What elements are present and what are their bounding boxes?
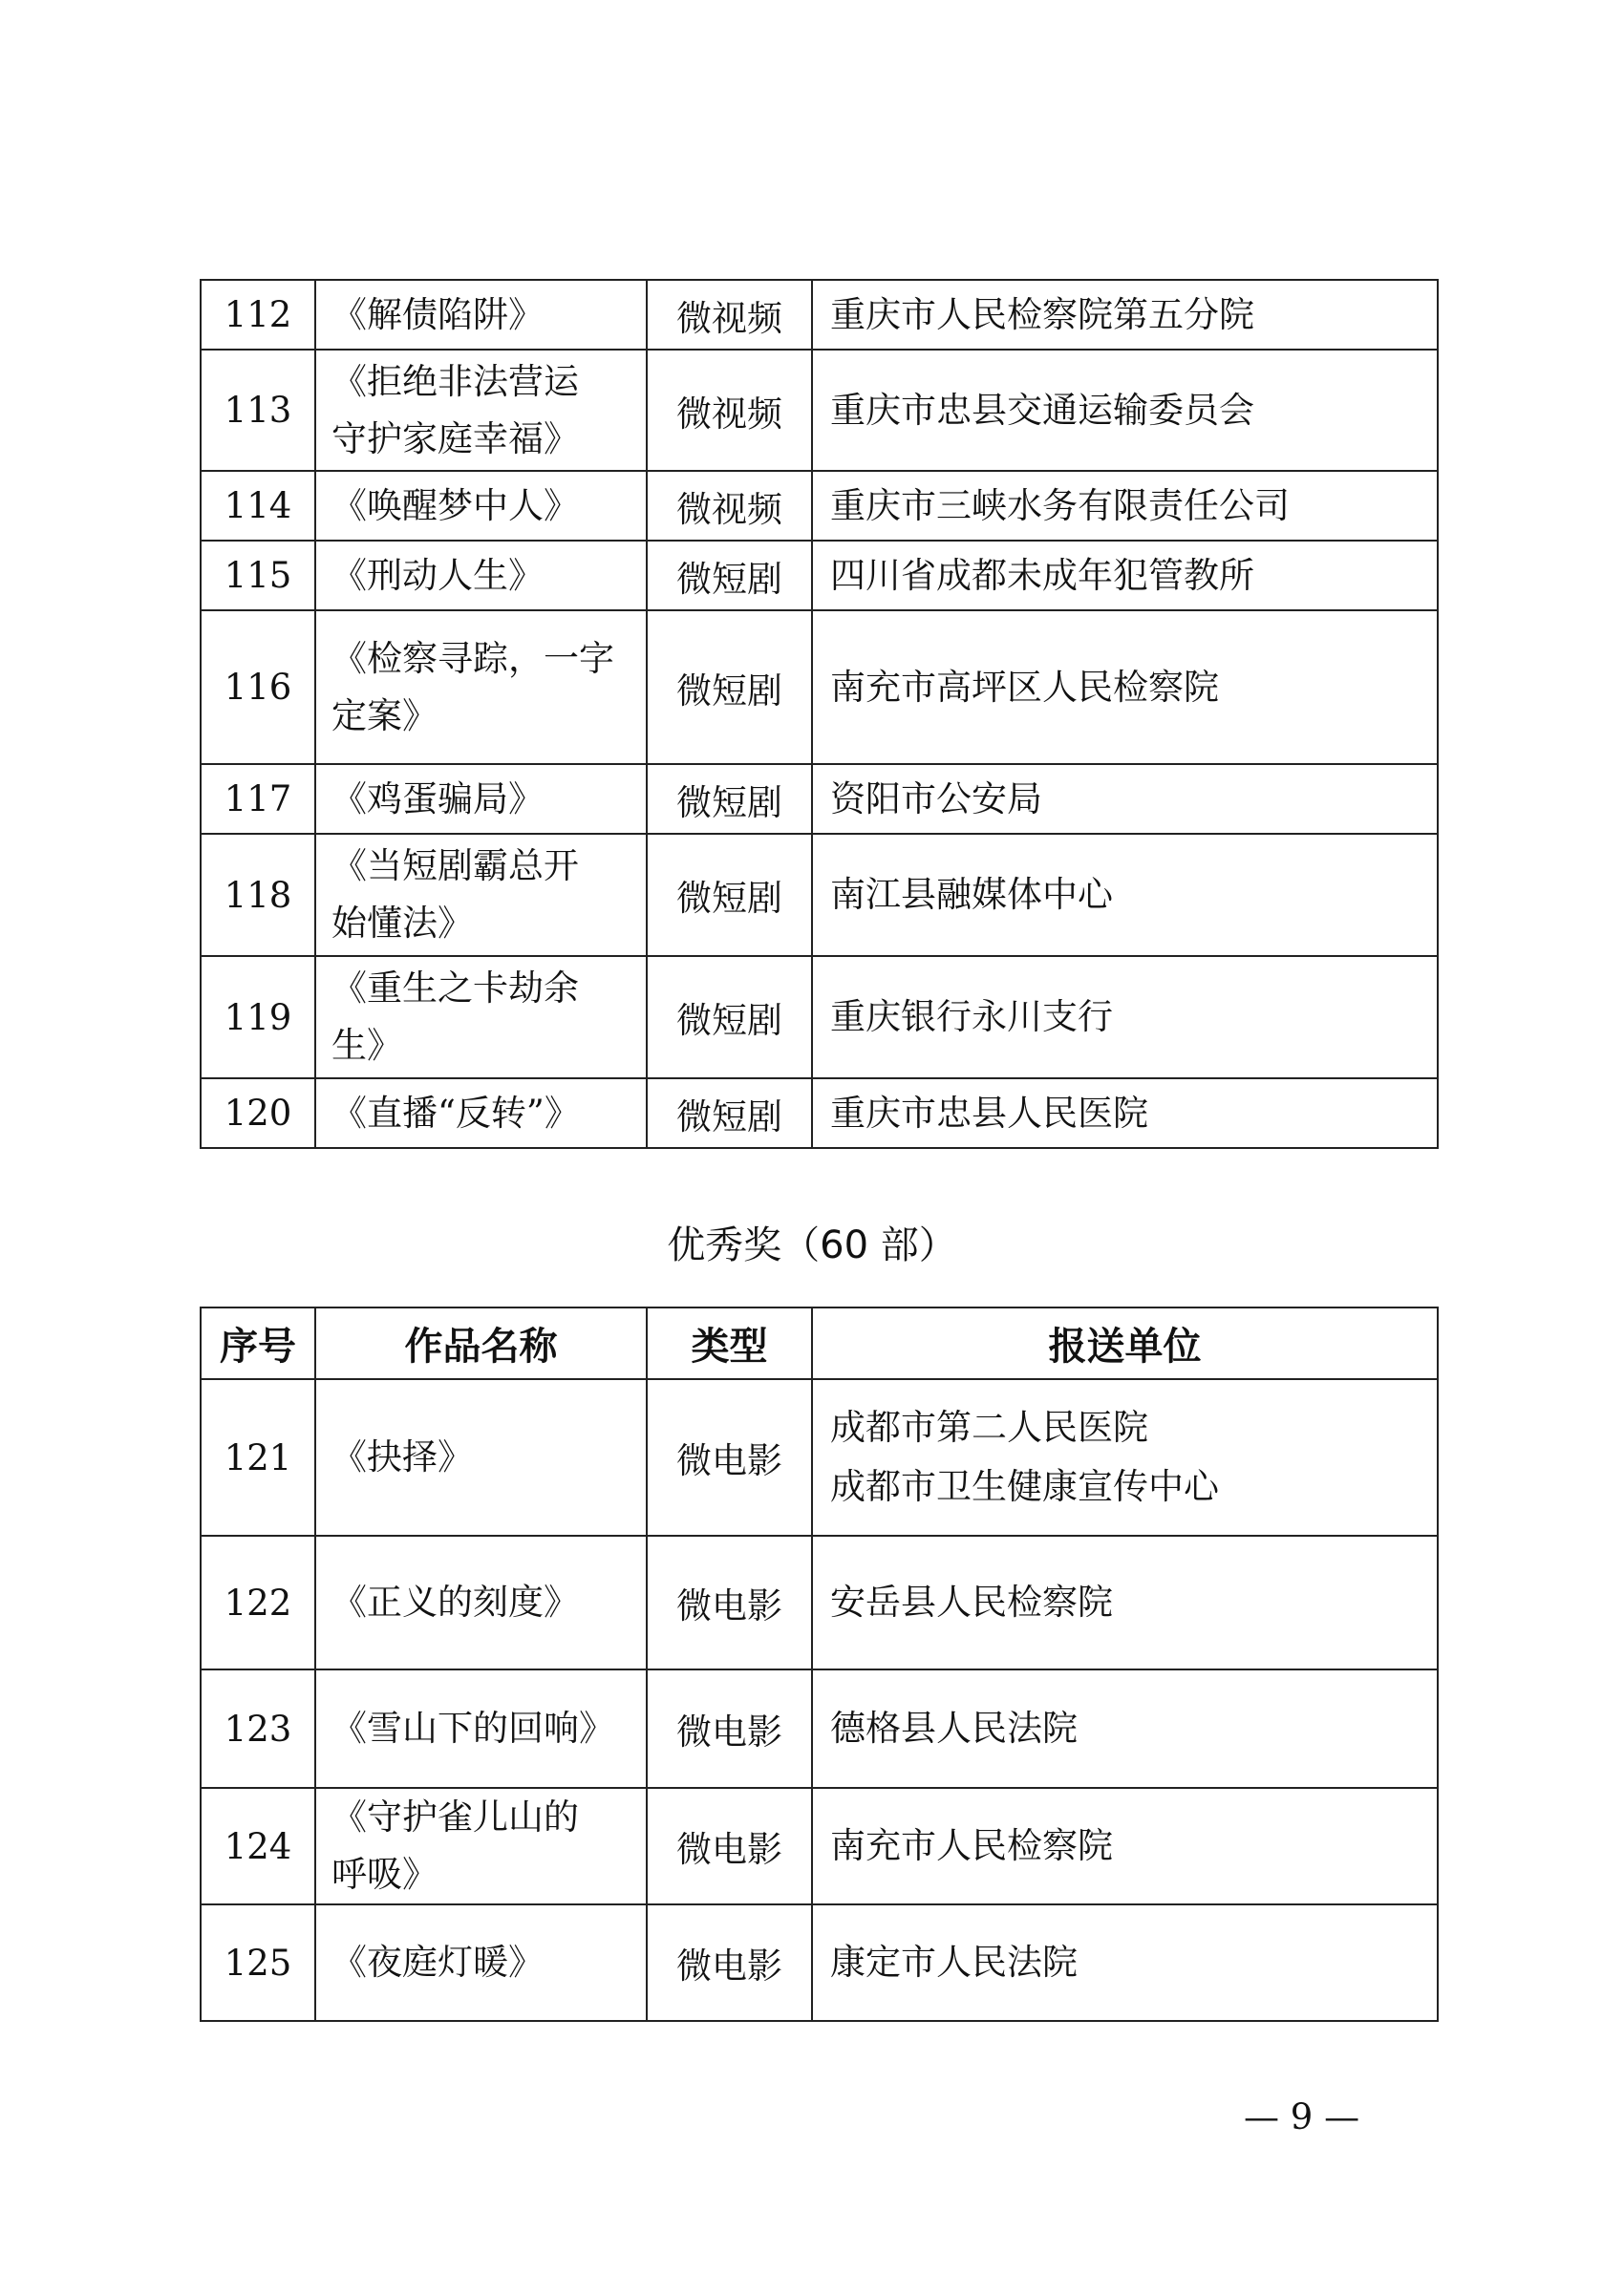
page-number: — 9 — bbox=[1244, 2096, 1360, 2137]
table-row bbox=[201, 541, 1438, 610]
work-name-cell bbox=[315, 471, 647, 541]
submitting-unit-line: 南充市人民检察院 bbox=[830, 1825, 1113, 1866]
table-row bbox=[201, 1536, 1438, 1669]
table-row bbox=[201, 1379, 1438, 1536]
section-title-excellence-award: 优秀奖（60 部） bbox=[667, 1223, 957, 1267]
row-number: 124 bbox=[201, 1788, 315, 1904]
row-number: 121 bbox=[201, 1379, 315, 1536]
header-type: 类型 bbox=[647, 1307, 812, 1379]
work-type: 微电影 bbox=[647, 1536, 812, 1669]
table-row bbox=[201, 764, 1438, 834]
work-name-line: 《刑动人生》 bbox=[331, 554, 544, 596]
submitting-unit-line: 重庆银行永川支行 bbox=[830, 996, 1113, 1037]
work-name-line: 《夜庭灯暖》 bbox=[331, 1942, 544, 1983]
work-name-line: 《正义的刻度》 bbox=[331, 1582, 579, 1623]
work-name-cell bbox=[315, 280, 647, 350]
awards-table-continued bbox=[200, 279, 1439, 1149]
submitting-unit-line: 四川省成都未成年犯管教所 bbox=[830, 554, 1254, 596]
submitting-unit-line: 南江县融媒体中心 bbox=[830, 874, 1113, 915]
work-type: 微电影 bbox=[647, 1379, 812, 1536]
work-name-cell bbox=[315, 1904, 647, 2021]
work-name-cell bbox=[315, 350, 647, 471]
table-row bbox=[201, 610, 1438, 764]
work-name-line: 始懂法》 bbox=[331, 903, 473, 944]
work-name-cell bbox=[315, 1669, 647, 1788]
work-name-cell bbox=[315, 956, 647, 1078]
submitting-unit-cell bbox=[812, 1536, 1438, 1669]
row-number: 122 bbox=[201, 1536, 315, 1669]
submitting-unit-cell bbox=[812, 764, 1438, 834]
table-row bbox=[201, 1788, 1438, 1904]
submitting-unit-line: 德格县人民法院 bbox=[830, 1708, 1078, 1749]
row-number: 118 bbox=[201, 834, 315, 956]
table-row bbox=[201, 1669, 1438, 1788]
work-type: 微短剧 bbox=[647, 541, 812, 610]
work-name-line: 生》 bbox=[331, 1025, 402, 1066]
table-row bbox=[201, 834, 1438, 956]
header-number: 序号 bbox=[201, 1307, 315, 1379]
row-number: 115 bbox=[201, 541, 315, 610]
work-type: 微短剧 bbox=[647, 764, 812, 834]
work-name-line: 守护家庭幸福》 bbox=[331, 417, 579, 459]
table-row bbox=[201, 1078, 1438, 1148]
work-type: 微电影 bbox=[647, 1904, 812, 2021]
work-name-cell bbox=[315, 1078, 647, 1148]
row-number: 123 bbox=[201, 1669, 315, 1788]
row-number: 112 bbox=[201, 280, 315, 350]
submitting-unit-line: 重庆市忠县交通运输委员会 bbox=[830, 389, 1254, 431]
submitting-unit-cell bbox=[812, 1379, 1438, 1536]
submitting-unit-cell bbox=[812, 471, 1438, 541]
work-type: 微视频 bbox=[647, 471, 812, 541]
excellence-award-table bbox=[200, 1307, 1439, 2022]
work-type: 微视频 bbox=[647, 280, 812, 350]
work-name-line: 定案》 bbox=[331, 694, 438, 736]
submitting-unit-line: 成都市卫生健康宣传中心 bbox=[830, 1466, 1219, 1507]
submitting-unit-cell bbox=[812, 1669, 1438, 1788]
submitting-unit-line: 重庆市三峡水务有限责任公司 bbox=[830, 484, 1290, 526]
work-name-line: 《抉择》 bbox=[331, 1436, 473, 1478]
work-name-cell bbox=[315, 1379, 647, 1536]
row-number: 125 bbox=[201, 1904, 315, 2021]
work-name-line: 《唤醒梦中人》 bbox=[331, 484, 579, 526]
work-name-cell bbox=[315, 1788, 647, 1904]
submitting-unit-line: 重庆市人民检察院第五分院 bbox=[830, 293, 1254, 335]
row-number: 120 bbox=[201, 1078, 315, 1148]
work-name-cell bbox=[315, 610, 647, 764]
table-row bbox=[201, 1904, 1438, 2021]
work-name-cell bbox=[315, 764, 647, 834]
work-name-line: 呼吸》 bbox=[331, 1854, 438, 1895]
work-name-line: 《当短剧霸总开 bbox=[331, 845, 579, 886]
work-name-line: 《拒绝非法营运 bbox=[331, 360, 579, 402]
submitting-unit-line: 安岳县人民检察院 bbox=[830, 1582, 1113, 1623]
submitting-unit-cell bbox=[812, 1904, 1438, 2021]
submitting-unit-cell bbox=[812, 1788, 1438, 1904]
table-row bbox=[201, 280, 1438, 350]
work-name-line: 《直播“反转”》 bbox=[331, 1092, 580, 1134]
work-name-cell bbox=[315, 541, 647, 610]
submitting-unit-line: 资阳市公安局 bbox=[830, 777, 1042, 819]
submitting-unit-line: 康定市人民法院 bbox=[830, 1942, 1078, 1983]
row-number: 119 bbox=[201, 956, 315, 1078]
work-type: 微电影 bbox=[647, 1669, 812, 1788]
submitting-unit-cell bbox=[812, 1078, 1438, 1148]
work-type: 微视频 bbox=[647, 350, 812, 471]
header-submitting-unit: 报送单位 bbox=[812, 1307, 1438, 1379]
table-row bbox=[201, 956, 1438, 1078]
work-type: 微短剧 bbox=[647, 834, 812, 956]
row-number: 113 bbox=[201, 350, 315, 471]
row-number: 117 bbox=[201, 764, 315, 834]
row-number: 114 bbox=[201, 471, 315, 541]
row-number: 116 bbox=[201, 610, 315, 764]
work-name-line: 《重生之卡劫余 bbox=[331, 967, 579, 1009]
header-work-name: 作品名称 bbox=[315, 1307, 647, 1379]
work-type: 微短剧 bbox=[647, 610, 812, 764]
submitting-unit-line: 南充市高坪区人民检察院 bbox=[830, 666, 1219, 708]
work-name-line: 《检察寻踪，一字 bbox=[331, 637, 614, 679]
work-name-cell bbox=[315, 834, 647, 956]
submitting-unit-cell bbox=[812, 834, 1438, 956]
submitting-unit-cell bbox=[812, 350, 1438, 471]
work-name-cell bbox=[315, 1536, 647, 1669]
work-name-line: 《解债陷阱》 bbox=[331, 293, 544, 335]
submitting-unit-line: 成都市第二人民医院 bbox=[830, 1407, 1148, 1448]
work-type: 微短剧 bbox=[647, 956, 812, 1078]
submitting-unit-cell bbox=[812, 280, 1438, 350]
work-type: 微短剧 bbox=[647, 1078, 812, 1148]
table-row bbox=[201, 471, 1438, 541]
work-name-line: 《雪山下的回响》 bbox=[331, 1708, 614, 1749]
submitting-unit-line: 重庆市忠县人民医院 bbox=[830, 1092, 1148, 1134]
submitting-unit-cell bbox=[812, 610, 1438, 764]
table-row bbox=[201, 350, 1438, 471]
work-name-line: 《鸡蛋骗局》 bbox=[331, 777, 544, 819]
work-name-line: 《守护雀儿山的 bbox=[331, 1796, 579, 1838]
submitting-unit-cell bbox=[812, 956, 1438, 1078]
submitting-unit-cell bbox=[812, 541, 1438, 610]
work-type: 微电影 bbox=[647, 1788, 812, 1904]
